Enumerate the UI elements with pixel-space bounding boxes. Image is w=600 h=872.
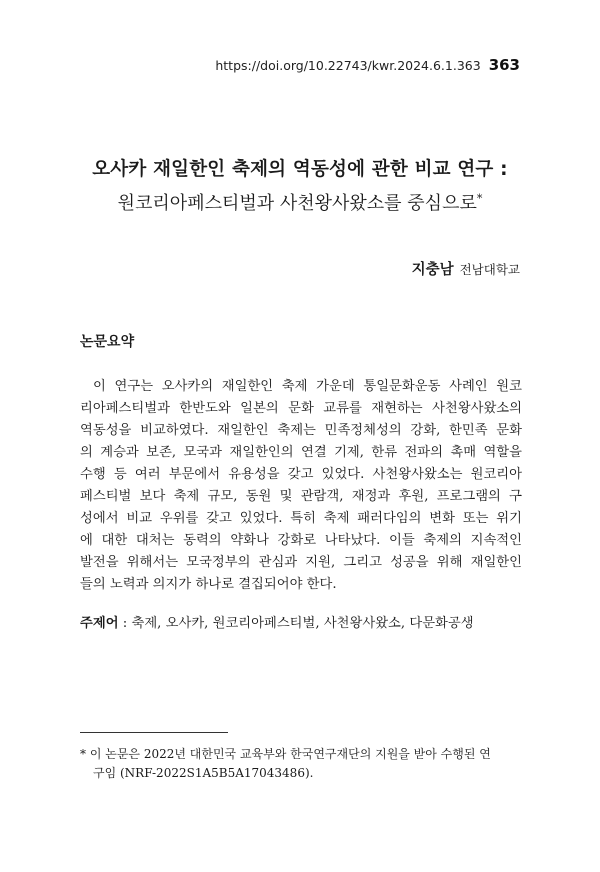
paper-subtitle	[60, 185, 540, 218]
abstract-line: 수행 등 여러 부문에서 유용성을 갖고 있었다. 사천왕사왔소는 원코리아	[80, 467, 522, 482]
paper-subtitle-text: 원코리아페스티벌과 사천왕사왔소를 중심으로	[117, 193, 477, 214]
abstract-line: 에 대한 대처는 동력의 약화나 강화로 나타났다. 이들 축제의 지속적인	[80, 533, 522, 548]
author-name: 지충남	[411, 262, 454, 278]
abstract-line: 성에서 비교 우위를 갖고 있었다. 특히 축제 패러다임의 변화 또는 위기	[80, 511, 522, 526]
keywords-separator: :	[118, 616, 132, 631]
keywords-text: 축제, 오사카, 원코리아페스티벌, 사천왕사왔소, 다문화공생	[131, 616, 474, 631]
abstract-line: 리아페스티벌과 한반도와 일본의 문화 교류를 재현하는 사천왕사왔소의	[80, 401, 522, 416]
footnote-marker: *	[80, 747, 86, 761]
paper-title-block	[60, 157, 540, 218]
page-number: 363	[488, 56, 520, 74]
keywords-label: 주제어	[80, 616, 119, 631]
abstract-line: 역동성을 비교하였다. 재일한인 축제는 민족정체성의 강화, 한민족 문화	[80, 423, 522, 438]
abstract-line: 이 연구는 오사카의 재일한인 축제 가운데 통일문화운동 사례인 원코	[93, 379, 522, 394]
abstract-body	[80, 376, 522, 596]
abstract-heading: 논문요약	[80, 334, 135, 350]
author-affiliation: 전남대학교	[459, 262, 520, 277]
paper-title: 오사카 재일한인 축제의 역동성에 관한 비교 연구 :	[92, 159, 508, 180]
footnote-line-2: 구임 (NRF-2022S1A5B5A17043486).	[93, 766, 314, 780]
abstract-line: 발전을 위해서는 모국정부의 관심과 지원, 그리고 성공을 위해 재일한인	[80, 555, 522, 570]
author-line	[412, 258, 520, 279]
abstract-line: 페스티벌 보다 축제 규모, 동원 및 관람객, 재정과 후원, 프로그램의 구	[80, 489, 522, 504]
abstract-line: 들의 노력과 의지가 하나로 결집되어야 한다.	[80, 577, 337, 592]
footnote-text-1: 이 논문은 2022년 대한민국 교육부와 한국연구재단의 지원을 받아 수행된 연	[89, 747, 491, 761]
footnote	[80, 745, 522, 783]
footnote-divider	[80, 732, 228, 733]
doi-link[interactable]: https://doi.org/10.22743/kwr.2024.6.1.363	[215, 58, 481, 73]
footnote-line-1	[80, 745, 522, 764]
abstract-line: 의 계승과 보존, 모국과 재일한인의 연결 기제, 한류 전파의 촉매 역할을	[80, 445, 522, 460]
keywords	[80, 612, 522, 631]
title-footnote-marker[interactable]: *	[476, 192, 483, 205]
running-header	[215, 56, 520, 74]
